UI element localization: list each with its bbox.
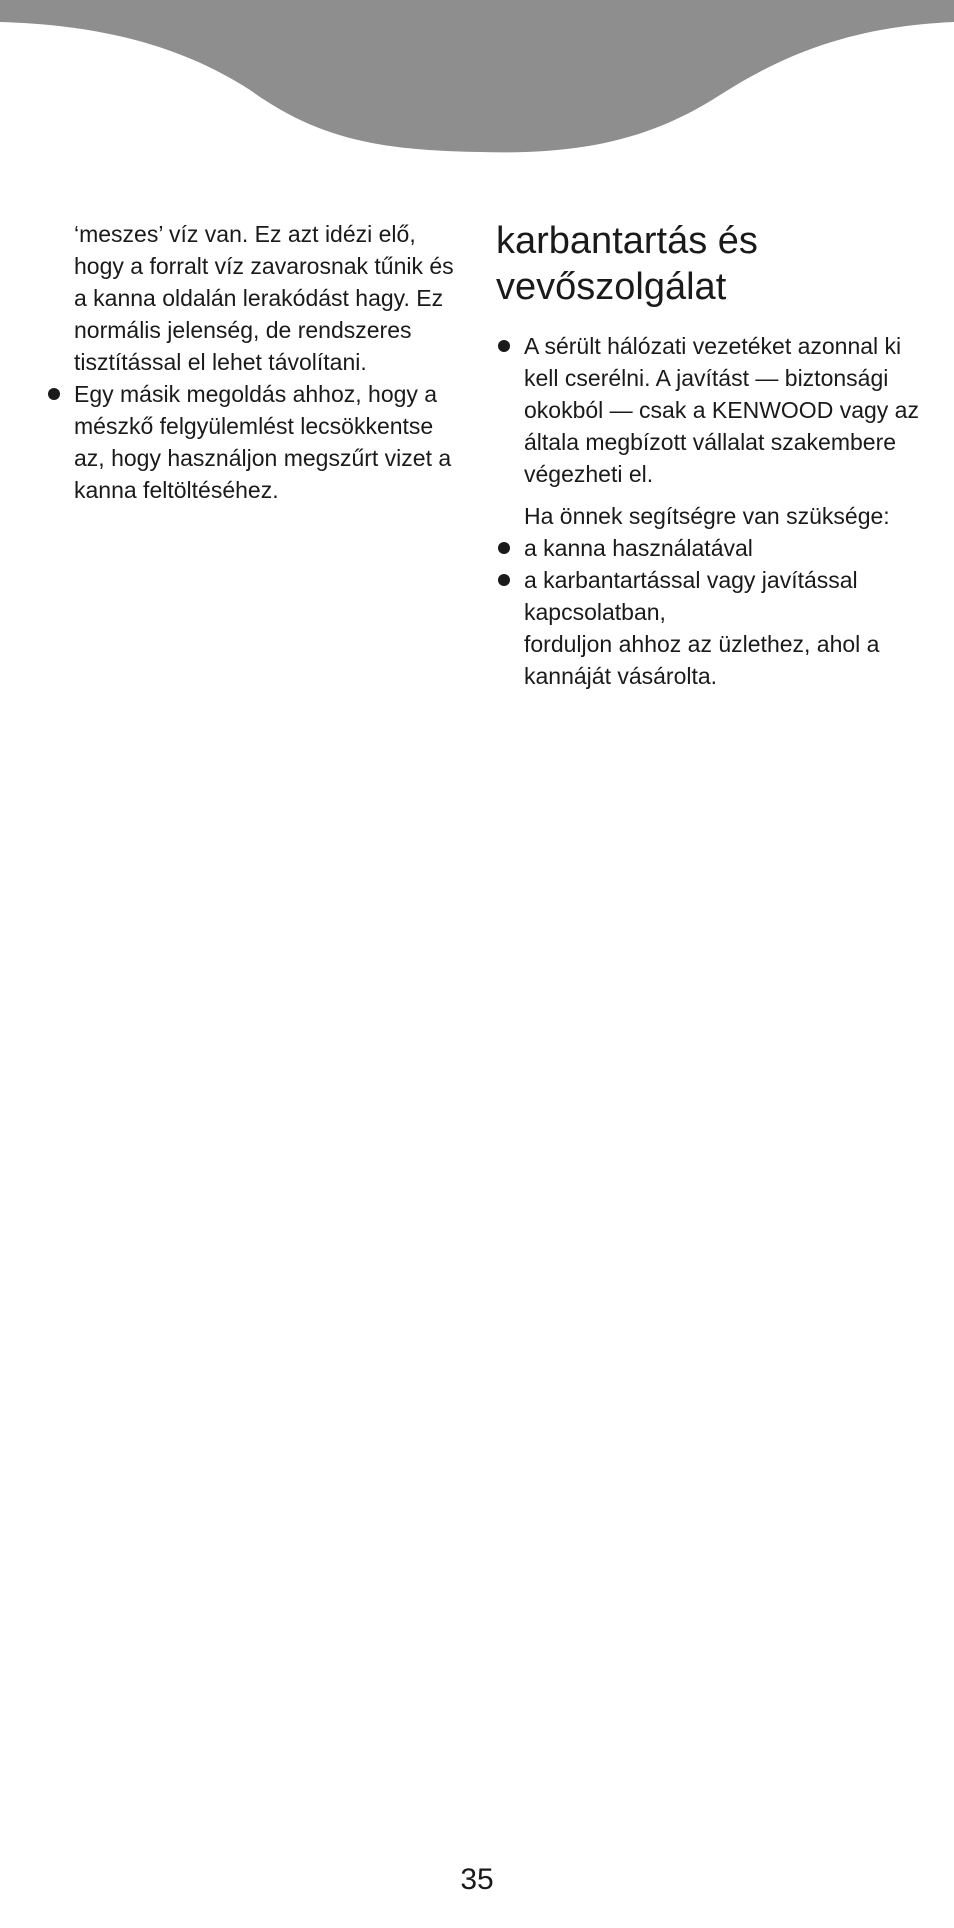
continuation-paragraph: ‘meszes’ víz van. Ez azt idézi elő, hogy a forralt víz zavarosnak tűnik és a kanna oldalán lerakódást hagy. Ez normális jelenség, de rendszeres tisztítással el lehet távolítani. — [74, 221, 454, 375]
list-item — [46, 378, 456, 506]
bullet-icon — [498, 574, 510, 586]
page-number: 35 — [460, 1863, 494, 1896]
bullet-text: Egy másik megoldás ahhoz, hogy a mészkő felgyülemlést lecsökkentse az, hogy használjon megszűrt vizet a kanna feltöltéséhez. — [74, 381, 452, 503]
bullet-icon — [498, 542, 510, 554]
list-item — [496, 330, 926, 490]
left-column — [46, 218, 456, 506]
closing-paragraph: forduljon ahhoz az üzlethez, ahol a kannáját vásárolta. — [524, 631, 880, 689]
right-column — [496, 218, 926, 692]
help-intro: Ha önnek segítségre van szüksége: — [524, 503, 890, 529]
list-item — [496, 532, 926, 564]
bullet-icon — [498, 340, 510, 352]
bullet-text: a kanna használatával — [524, 535, 753, 561]
bullet-text: A sérült hálózati vezetéket azonnal ki kell cserélni. A javítást — biztonsági okokból — csak a KENWOOD vagy az általa megbízott vállalat szakembere végezheti el. — [524, 333, 919, 487]
header-wave-decoration — [0, 0, 954, 160]
list-item — [496, 564, 926, 628]
section-title: karbantartás és vevőszolgálat — [496, 220, 758, 308]
bullet-icon — [48, 388, 60, 400]
bullet-text: a karbantartással vagy javítással kapcsolatban, — [524, 567, 858, 625]
